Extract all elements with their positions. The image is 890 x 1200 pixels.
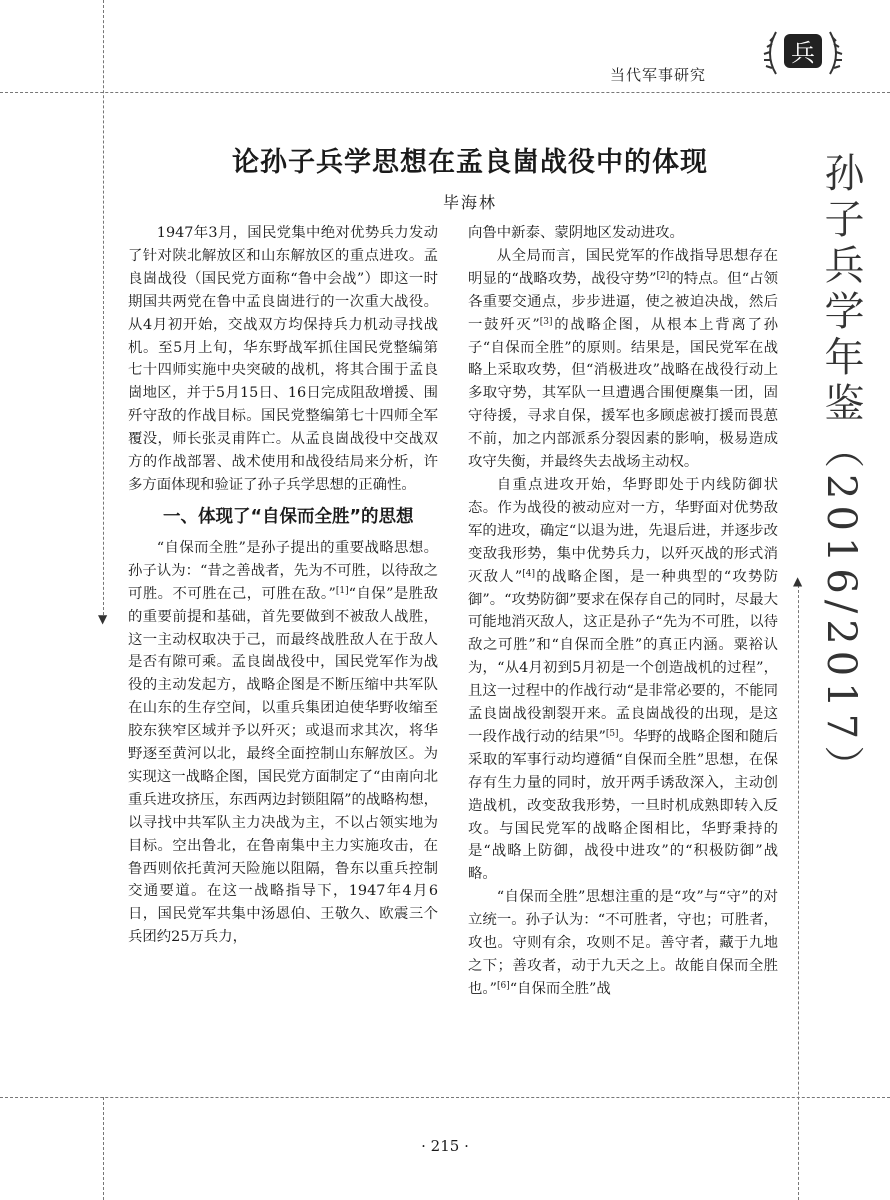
citation-ref: [6]: [496, 980, 510, 991]
paragraph: “自保而全胜”是孙子提出的重要战略思想。孙子认为：“昔之善战者，先为不可胜，以待敌之可胜。不可胜在己，可胜在敌。”[1]“自保”是胜敌的重要前提和基础，首先要做到不被敌人战胜，这一主动权取决于己，而最终战胜敌人在于敌人是否有隙可乘。孟良崮战役中，国民党军作为战役的主动发起方，战略企图是不断压缩中共军队在山东的生存空间，以重兵集团迫使华野收缩至胶东狭窄区域并予以歼灭；或退而求其次，将华野逐至黄河以北，最终全面控制山东解放区。为实现这一战略企图，国民党方面制定了“由南向北重兵进攻挤压，东西两边封锁阻隔”的战略构想，以寻找中共军队主力决战为主，不以占领实地为目标。空出鲁北，在鲁南集中主力实施攻击，在鲁西则依托黄河天险施以阻隔，鲁东以重兵控制交通要道。在这一战略指导下，1947年4月6日，国民党军共集中汤恩伯、王敬久、欧震三个兵团约25万兵力，: [128, 539, 438, 946]
section-heading: 一、体现了“自保而全胜”的思想: [163, 506, 414, 527]
svg-text:兵: 兵: [791, 39, 815, 67]
yearbook-side-title: 孙子兵学年鉴（2016/2017）: [818, 152, 864, 792]
paragraph: 从全局而言，国民党军的作战指导思想存在明显的“战略攻势，战役守势”[2]的特点。但“占领各重要交通点，步步进逼，使之被迫决战，然后一鼓歼灭”[3]的战略企图，从根本上背离了孙子“自保而全胜”的原则。结果是，国民党军在战略上采取攻势，但“消极进攻”战略在战役行动上多取守势，其军队一旦遭遇合围便麇集一团，固守待援，寻求自保，援军也多顾虑被打援而畏葸不前，加之内部派系分裂因素的影响，极易造成攻守失衡，并最终失去战场主动权。: [468, 247, 779, 471]
up-arrow-icon: ▲: [793, 574, 803, 588]
footer-rule: [0, 1097, 890, 1098]
citation-ref: [1]: [335, 585, 349, 596]
paragraph: 自重点进攻开始，华野即处于内线防御状态。作为战役的被动应对一方，华野面对优势敌军的进攻，确定“以退为进，先退后进，并逐步改变敌我形势，集中优势兵力，以歼灭战的形式消灭敌人”[4]的战略企图，是一种典型的“攻势防御”。“攻势防御”要求在保存自己的同时，尽最大可能地消灭敌人，这正是孙子“先为不可胜，以待敌之可胜”和“自保而全胜”的真正内涵。粟裕认为，“从4月初到5月初是一个创造战机的过程”，且这一过程中的作战行动“是非常必要的，不能同孟良崮战役割裂开来。孟良崮战役的出现，是这一段作战行动的结果”[5]。华野的战略企图和随后采取的军事行动均遵循“自保而全胜”思想，在保存有生力量的同时，放开两手诱敌深入，主动创造战机，改变敌我形势，一旦时机成熟即转入反攻。与国民党军的战略企图相比，华野秉持的是“战略上防御，战役中进攻”的“积极防御”战略。: [468, 476, 779, 883]
article-author: 毕海林: [442, 193, 497, 212]
citation-ref: [4]: [522, 568, 535, 579]
citation-ref: [5]: [605, 728, 619, 739]
paragraph: “自保而全胜”思想注重的是“攻”与“守”的对立统一。孙子认为：“不可胜者，守也；可胜者，攻也。守则有余，攻则不足。善守者，藏于九地之下；善攻者，动于九天之上。故能自保而全胜也。”[6]“自保而全胜”战: [468, 889, 778, 997]
citation-ref: [2]: [656, 270, 670, 281]
page-number: · 215 ·: [421, 1137, 469, 1155]
article-title: 论孙子兵学思想在孟良崮战役中的体现: [232, 147, 708, 178]
right-column: [468, 222, 778, 1001]
paragraph: 1947年3月，国民党集中绝对优势兵力发动了针对陕北解放区和山东解放区的重点进攻。孟良崮战役（国民党方面称“鲁中会战”）即这一时期国共两党在鲁中孟良崮进行的一次重大战役。从4月初开始，交战双方均保持兵力机动寻找战机。至5月上旬，华东野战军抓住国民党整编第七十四师实施中央突破的战机，将其合围于孟良崮地区，并于5月15日、16日完成阻敌增援、围歼守敌的作战目标。国民党整编第七十四师全军覆没，师长张灵甫阵亡。从孟良崮战役中交战双方的作战部署、战术使用和战役结局来分析，许多方面体现和验证了孙子兵学思想的正确性。: [128, 225, 438, 493]
left-column: [128, 222, 438, 949]
right-margin-rule: [798, 580, 799, 1200]
down-arrow-icon: ▼: [98, 612, 108, 626]
paragraph: 向鲁中新泰、蒙阴地区发动进攻。: [468, 225, 684, 241]
header-rule: [0, 92, 890, 93]
citation-ref: [3]: [539, 316, 553, 327]
journal-section-label: 当代军事研究: [610, 66, 707, 84]
yearbook-emblem-icon: [762, 24, 844, 86]
left-margin-rule: [103, 0, 104, 620]
